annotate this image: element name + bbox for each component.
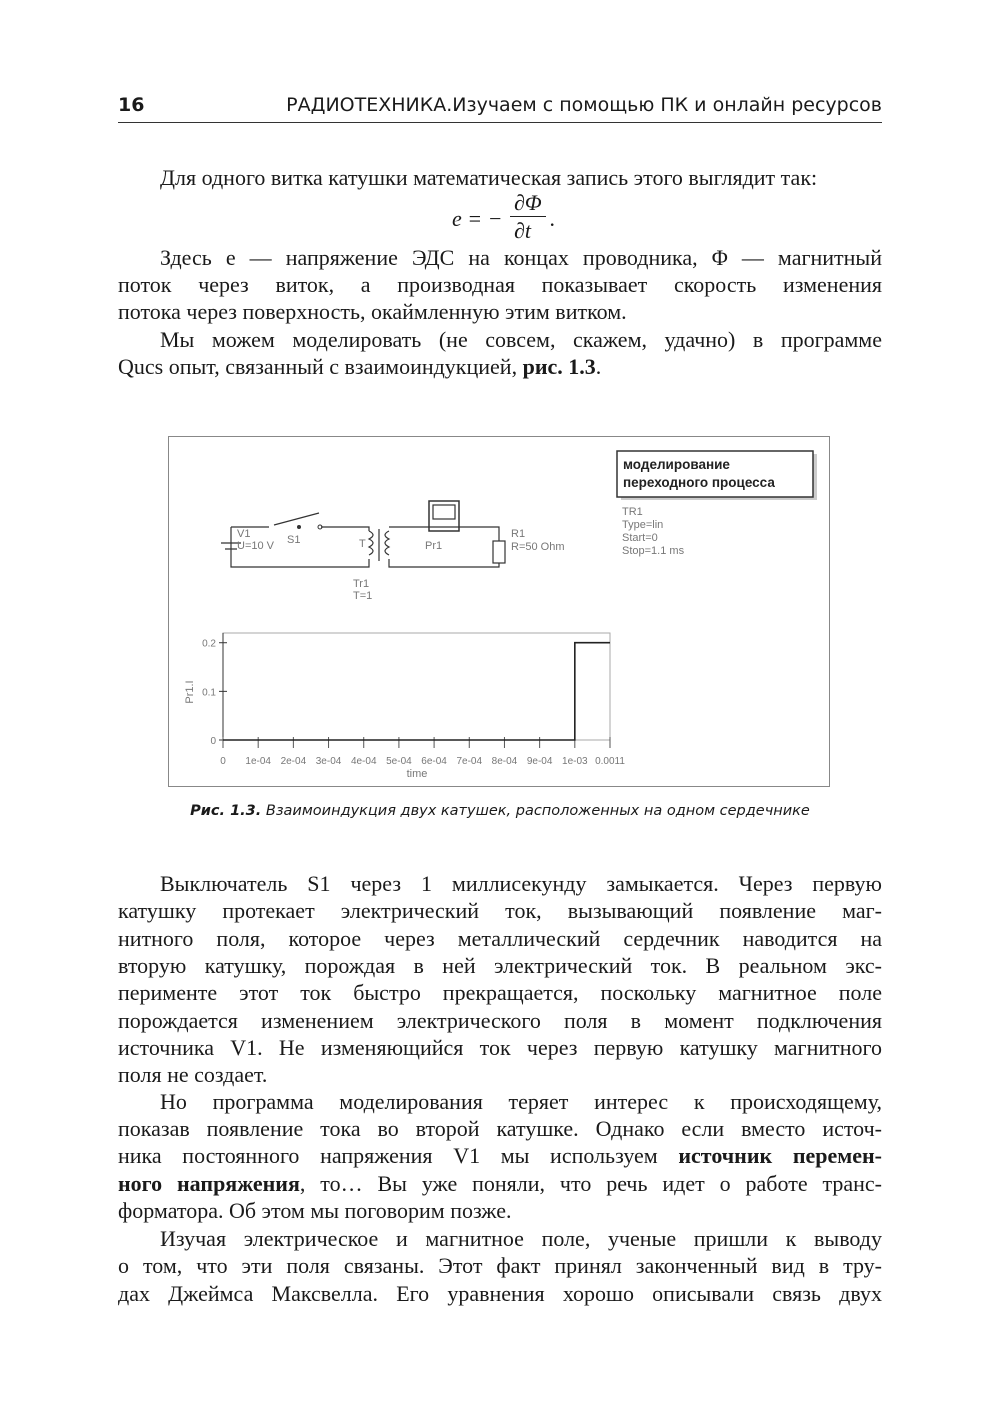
label-tr1: Tr1 [353, 578, 370, 590]
x-tick-label: 1e-04 [245, 756, 271, 767]
text-line: показав появление тока во второй катушке. Однако если вместо источ- [118, 1116, 882, 1141]
text-line: Для одного витка катушки математическая запись этого выглядит так: [160, 165, 818, 190]
label-v1-value: U=10 V [237, 540, 274, 552]
component-labels [237, 528, 565, 602]
x-tick-label: 5e-04 [386, 756, 412, 767]
text-line: источника V1. Не изменяющийся ток через первую катушку магнитного [118, 1034, 882, 1060]
label-s1: S1 [287, 534, 301, 546]
x-tick-label: 8e-04 [491, 756, 518, 767]
text-line: Здесь e — напряжение ЭДС на концах проводника, Φ — магнитный [160, 245, 882, 270]
y-tick-label: 0.1 [202, 687, 216, 699]
label-r1: R1 [511, 528, 526, 540]
simulation-box [617, 451, 817, 557]
text-line: катушку протекает электрический ток, вызывающий появление маг- [118, 898, 882, 924]
text-line: перименте этот ток быстро прекращается, поскольку магнитное поле [118, 980, 882, 1006]
y-axis-label: Pr1.I [184, 680, 196, 704]
text-line [118, 1142, 882, 1169]
text-line: Но программа моделирования теряет интерес к происходящему, [160, 1089, 882, 1114]
x-tick-label: 9e-04 [526, 756, 553, 767]
x-tick-label: 7e-04 [456, 756, 483, 767]
text: ника постоянного напряжения V1 мы используем [118, 1143, 679, 1168]
text-line: Выключатель S1 через 1 миллисекунду замыкается. Через первую [160, 871, 882, 896]
book-title: РАДИОТЕХНИКА.Изучаем с помощью ПК и онлайн ресурсов [286, 94, 882, 116]
text-line: поля не создает. [118, 1062, 268, 1088]
bold-text: ного напряжения [118, 1171, 300, 1196]
text-line: Мы можем моделировать (не совсем, скажем, удачно) в программе [160, 327, 882, 352]
text-line: порождается изменением электрического поля в момент подключения [118, 1007, 882, 1033]
formula-tail: . [550, 206, 556, 231]
sim-param: TR1 [622, 506, 643, 518]
text-line: форматора. Об этом мы поговорим позже. [118, 1198, 512, 1223]
circuit-wires [221, 501, 505, 567]
x-tick-label: 6e-04 [421, 756, 447, 767]
label-r1-value: R=50 Ohm [511, 541, 565, 553]
figure-qucs [168, 436, 830, 787]
page-number: 16 [118, 94, 145, 116]
x-tick-label: 2e-04 [280, 756, 307, 767]
label-pr1: Pr1 [425, 540, 443, 552]
label-v1: V1 [237, 528, 251, 540]
x-tick-label: 1e-03 [562, 756, 588, 767]
text: Qucs опыт, связанный с взаимоиндукцией, [118, 354, 523, 379]
sim-param: Start=0 [622, 532, 658, 544]
text-line: нитного поля, которое через металлический сердечник наводится на [118, 925, 882, 951]
text: . [595, 354, 602, 379]
text: , то… Вы уже поняли, что речь идет о работе транс- [299, 1171, 882, 1196]
bold-text: источник перемен- [678, 1143, 883, 1168]
x-tick-label: 0 [220, 756, 226, 767]
text-line: вторую катушку, порождая в ней электрический ток. В реальном экс- [118, 952, 882, 978]
text-line: потока через поверхность, окаймленную этим витком. [118, 299, 627, 324]
x-axis-label: time [406, 768, 428, 780]
x-tick-label: 0.0011 [595, 756, 625, 767]
label-t: T [359, 538, 366, 550]
chart-pr1-current [184, 633, 625, 780]
switch-contact [297, 525, 301, 529]
plot-frame [223, 633, 610, 740]
caption-text: Взаимоиндукция двух катушек, расположенных на одном сердечнике [261, 803, 810, 819]
text-line [118, 353, 882, 380]
text-line: дах Джеймса Максвелла. Его уравнения хорошо описывали связь двух [118, 1280, 882, 1306]
y-tick-label: 0.2 [202, 638, 216, 650]
text-line [118, 1170, 882, 1197]
figure-caption [0, 803, 1000, 819]
qucs-schematic [169, 437, 831, 788]
sim-title: переходного процесса [623, 475, 775, 490]
formula-numerator: ∂Φ [514, 190, 542, 215]
formula-lhs: e = − [452, 206, 503, 231]
formula-denominator: ∂t [514, 218, 531, 243]
sim-param: Stop=1.1 ms [622, 545, 685, 557]
fraction-bar [510, 216, 546, 217]
text-line: о том, что эти поля связаны. Этот факт принял законченный вид в тру- [118, 1253, 882, 1279]
figure-ref: рис. 1.3 [522, 354, 596, 379]
sim-param: Type=lin [622, 519, 664, 531]
text-line: Изучая электрическое и магнитное поле, ученые пришли к выводу [160, 1226, 882, 1251]
running-header [118, 92, 882, 123]
label-tr1-value: T=1 [353, 590, 373, 602]
sim-title: моделирование [623, 457, 730, 472]
text-line: поток через виток, а производная показывает скорость изменения [118, 272, 882, 297]
caption-label: Рис. 1.3. [190, 803, 262, 819]
series-line [223, 643, 610, 740]
x-tick-label: 4e-04 [350, 756, 377, 767]
y-tick-label: 0 [210, 736, 216, 747]
x-tick-label: 3e-04 [315, 756, 342, 767]
